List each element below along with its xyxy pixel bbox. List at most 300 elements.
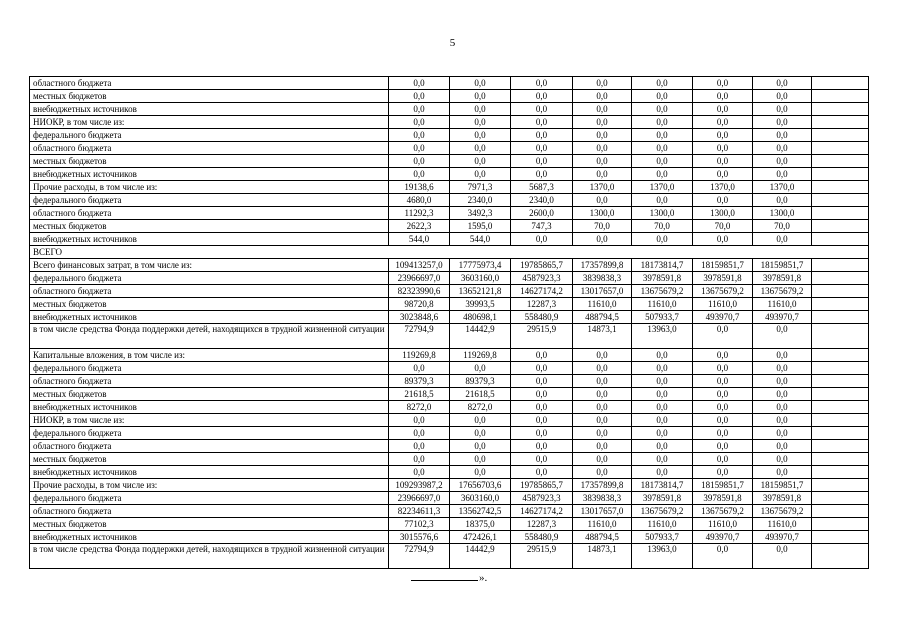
row-value: 0,0	[511, 362, 573, 375]
row-value: 0,0	[389, 427, 450, 440]
table-row	[30, 129, 869, 142]
row-value: 3978591,8	[693, 272, 753, 285]
row-value: 488794,5	[573, 311, 632, 324]
row-value: 14442,9	[450, 544, 511, 569]
row-value: 0,0	[753, 129, 812, 142]
row-value: 0,0	[632, 375, 693, 388]
row-value: 0,0	[632, 142, 693, 155]
row-label: внебюджетных источников	[30, 531, 389, 544]
row-value: 0,0	[511, 440, 573, 453]
table-row	[30, 427, 869, 440]
empty-cell	[812, 518, 869, 531]
section-title: ВСЕГО	[30, 246, 869, 259]
row-label: местных бюджетов	[30, 298, 389, 311]
row-value: 0,0	[450, 77, 511, 90]
row-value: 89379,3	[450, 375, 511, 388]
row-value: 507933,7	[632, 311, 693, 324]
empty-cell	[812, 220, 869, 233]
page-number: 5	[449, 37, 456, 49]
empty-cell	[812, 505, 869, 518]
row-value: 0,0	[693, 349, 753, 362]
row-label: федерального бюджета	[30, 427, 389, 440]
row-value: 0,0	[511, 388, 573, 401]
row-value: 1300,0	[693, 207, 753, 220]
row-label: местных бюджетов	[30, 220, 389, 233]
row-label: областного бюджета	[30, 142, 389, 155]
row-value: 488794,5	[573, 531, 632, 544]
row-label: Прочие расходы, в том числе из:	[30, 479, 389, 492]
table-row	[30, 388, 869, 401]
table-row	[30, 233, 869, 246]
row-value: 493970,7	[693, 311, 753, 324]
row-value: 0,0	[693, 233, 753, 246]
table-row	[30, 77, 869, 90]
table-row	[30, 453, 869, 466]
row-value: 18159851,7	[753, 259, 812, 272]
row-value: 0,0	[753, 233, 812, 246]
table-row	[30, 466, 869, 479]
row-value: 480698,1	[450, 311, 511, 324]
row-value: 0,0	[753, 388, 812, 401]
row-value: 0,0	[450, 155, 511, 168]
row-value: 17656703,6	[450, 479, 511, 492]
row-value: 14442,9	[450, 324, 511, 349]
table-row	[30, 492, 869, 505]
row-value: 0,0	[450, 466, 511, 479]
row-value: 13675679,2	[632, 505, 693, 518]
row-value: 0,0	[632, 388, 693, 401]
row-value: 8272,0	[389, 401, 450, 414]
row-label: местных бюджетов	[30, 90, 389, 103]
row-value: 13017657,0	[573, 285, 632, 298]
table-row	[30, 246, 869, 259]
row-value: 21618,5	[450, 388, 511, 401]
row-label: внебюджетных источников	[30, 401, 389, 414]
row-value: 2622,3	[389, 220, 450, 233]
row-value: 0,0	[693, 103, 753, 116]
table-row	[30, 194, 869, 207]
row-value: 18159851,7	[693, 259, 753, 272]
row-value: 3492,3	[450, 207, 511, 220]
empty-cell	[812, 233, 869, 246]
row-value: 0,0	[573, 194, 632, 207]
empty-cell	[812, 324, 869, 349]
row-value: 11610,0	[693, 298, 753, 311]
row-value: 0,0	[573, 155, 632, 168]
table-row	[30, 401, 869, 414]
table-row	[30, 220, 869, 233]
row-value: 0,0	[511, 90, 573, 103]
table-row	[30, 207, 869, 220]
empty-cell	[812, 168, 869, 181]
row-value: 2340,0	[511, 194, 573, 207]
row-value: 8272,0	[450, 401, 511, 414]
row-value: 0,0	[573, 90, 632, 103]
row-label: внебюджетных источников	[30, 233, 389, 246]
row-value: 0,0	[450, 142, 511, 155]
row-label: областного бюджета	[30, 285, 389, 298]
row-value: 493970,7	[753, 531, 812, 544]
row-value: 0,0	[573, 168, 632, 181]
row-value: 0,0	[389, 90, 450, 103]
row-value: 0,0	[753, 194, 812, 207]
table-row	[30, 259, 869, 272]
table-row	[30, 479, 869, 492]
row-value: 0,0	[450, 168, 511, 181]
row-value: 13963,0	[632, 324, 693, 349]
empty-cell	[812, 349, 869, 362]
row-value: 23966697,0	[389, 492, 450, 505]
row-value: 0,0	[753, 544, 812, 569]
row-value: 0,0	[389, 155, 450, 168]
table-row	[30, 544, 869, 569]
row-value: 0,0	[693, 362, 753, 375]
row-value: 89379,3	[389, 375, 450, 388]
row-value: 493970,7	[753, 311, 812, 324]
row-value: 0,0	[511, 349, 573, 362]
row-label: местных бюджетов	[30, 155, 389, 168]
empty-cell	[812, 492, 869, 505]
row-label: Прочие расходы, в том числе из:	[30, 181, 389, 194]
empty-cell	[812, 272, 869, 285]
row-value: 14627174,2	[511, 285, 573, 298]
row-value: 558480,9	[511, 311, 573, 324]
row-value: 0,0	[693, 77, 753, 90]
row-value: 0,0	[753, 466, 812, 479]
empty-cell	[812, 375, 869, 388]
row-value: 3978591,8	[632, 272, 693, 285]
empty-cell	[812, 388, 869, 401]
row-value: 1370,0	[632, 181, 693, 194]
row-value: 0,0	[511, 466, 573, 479]
row-value: 19785865,7	[511, 259, 573, 272]
empty-cell	[812, 103, 869, 116]
empty-cell	[812, 311, 869, 324]
row-value: 13652121,8	[450, 285, 511, 298]
row-value: 0,0	[573, 362, 632, 375]
row-value: 0,0	[573, 401, 632, 414]
row-value: 0,0	[753, 77, 812, 90]
row-value: 13675679,2	[693, 505, 753, 518]
row-value: 0,0	[511, 116, 573, 129]
row-label: внебюджетных источников	[30, 311, 389, 324]
row-value: 0,0	[632, 362, 693, 375]
row-value: 3978591,8	[632, 492, 693, 505]
row-value: 17357899,8	[573, 259, 632, 272]
row-value: 0,0	[693, 453, 753, 466]
row-value: 14873,1	[573, 544, 632, 569]
row-label: федерального бюджета	[30, 492, 389, 505]
row-value: 13562742,5	[450, 505, 511, 518]
row-value: 0,0	[450, 440, 511, 453]
row-value: 0,0	[450, 427, 511, 440]
row-value: 0,0	[450, 103, 511, 116]
row-value: 0,0	[632, 349, 693, 362]
table-row	[30, 375, 869, 388]
empty-cell	[812, 285, 869, 298]
row-value: 0,0	[753, 116, 812, 129]
row-value: 0,0	[573, 414, 632, 427]
row-value: 0,0	[632, 233, 693, 246]
row-value: 0,0	[693, 466, 753, 479]
row-value: 0,0	[753, 414, 812, 427]
row-value: 0,0	[693, 375, 753, 388]
row-value: 11610,0	[753, 518, 812, 531]
row-value: 1370,0	[753, 181, 812, 194]
row-value: 13017657,0	[573, 505, 632, 518]
row-value: 12287,3	[511, 518, 573, 531]
row-label: в том числе средства Фонда поддержки детей, находящихся в трудной жизненной ситуации	[30, 324, 389, 349]
row-value: 0,0	[753, 103, 812, 116]
signature-underline	[411, 571, 478, 581]
row-value: 0,0	[511, 155, 573, 168]
row-value: 1370,0	[573, 181, 632, 194]
empty-cell	[812, 194, 869, 207]
row-value: 7971,3	[450, 181, 511, 194]
empty-cell	[812, 401, 869, 414]
row-value: 0,0	[511, 414, 573, 427]
row-value: 4587923,3	[511, 492, 573, 505]
row-value: 0,0	[389, 414, 450, 427]
row-value: 0,0	[693, 116, 753, 129]
row-value: 1300,0	[573, 207, 632, 220]
row-label: областного бюджета	[30, 375, 389, 388]
row-value: 3603160,0	[450, 272, 511, 285]
row-value: 0,0	[693, 324, 753, 349]
empty-cell	[812, 479, 869, 492]
row-value: 0,0	[693, 440, 753, 453]
row-value: 0,0	[389, 116, 450, 129]
row-value: 0,0	[753, 324, 812, 349]
row-value: 558480,9	[511, 531, 573, 544]
empty-cell	[812, 362, 869, 375]
row-value: 3839838,3	[573, 492, 632, 505]
row-value: 0,0	[753, 142, 812, 155]
row-value: 0,0	[573, 142, 632, 155]
row-value: 0,0	[632, 194, 693, 207]
row-label: НИОКР, в том числе из:	[30, 414, 389, 427]
row-value: 82323990,6	[389, 285, 450, 298]
row-value: 11610,0	[573, 298, 632, 311]
row-value: 18375,0	[450, 518, 511, 531]
row-value: 507933,7	[632, 531, 693, 544]
row-value: 3978591,8	[693, 492, 753, 505]
row-value: 0,0	[573, 466, 632, 479]
row-value: 0,0	[573, 129, 632, 142]
row-value: 0,0	[511, 233, 573, 246]
empty-cell	[812, 259, 869, 272]
row-value: 4587923,3	[511, 272, 573, 285]
table-row	[30, 168, 869, 181]
row-value: 72794,9	[389, 544, 450, 569]
row-value: 0,0	[573, 103, 632, 116]
empty-cell	[812, 181, 869, 194]
row-value: 19138,6	[389, 181, 450, 194]
row-value: 3023848,6	[389, 311, 450, 324]
row-value: 0,0	[693, 388, 753, 401]
row-value: 0,0	[389, 129, 450, 142]
row-value: 0,0	[693, 194, 753, 207]
table-row	[30, 90, 869, 103]
table-row	[30, 272, 869, 285]
row-value: 29515,9	[511, 544, 573, 569]
row-value: 0,0	[693, 401, 753, 414]
row-value: 29515,9	[511, 324, 573, 349]
row-label: внебюджетных источников	[30, 466, 389, 479]
row-value: 5687,3	[511, 181, 573, 194]
row-value: 0,0	[450, 453, 511, 466]
row-value: 3015576,6	[389, 531, 450, 544]
row-value: 0,0	[511, 129, 573, 142]
row-value: 119269,8	[389, 349, 450, 362]
table-row	[30, 440, 869, 453]
row-value: 0,0	[389, 103, 450, 116]
row-label: областного бюджета	[30, 207, 389, 220]
row-value: 493970,7	[693, 531, 753, 544]
empty-cell	[812, 466, 869, 479]
table-section-all	[30, 246, 869, 259]
row-value: 3603160,0	[450, 492, 511, 505]
row-value: 0,0	[573, 233, 632, 246]
table-row	[30, 181, 869, 194]
row-value: 0,0	[632, 168, 693, 181]
row-value: 72794,9	[389, 324, 450, 349]
row-value: 11610,0	[573, 518, 632, 531]
row-value: 0,0	[753, 168, 812, 181]
row-value: 544,0	[389, 233, 450, 246]
table-row	[30, 103, 869, 116]
row-label: федерального бюджета	[30, 362, 389, 375]
row-value: 82234611,3	[389, 505, 450, 518]
row-value: 0,0	[389, 77, 450, 90]
row-value: 0,0	[450, 116, 511, 129]
table-body-total	[30, 259, 869, 569]
row-value: 13675679,2	[753, 285, 812, 298]
row-label: внебюджетных источников	[30, 103, 389, 116]
row-value: 18159851,7	[693, 479, 753, 492]
table-row	[30, 311, 869, 324]
table-row	[30, 142, 869, 155]
row-value: 4680,0	[389, 194, 450, 207]
row-label: НИОКР, в том числе из:	[30, 116, 389, 129]
empty-cell	[812, 440, 869, 453]
row-label: федерального бюджета	[30, 194, 389, 207]
row-value: 11292,3	[389, 207, 450, 220]
row-value: 472426,1	[450, 531, 511, 544]
row-label: федерального бюджета	[30, 129, 389, 142]
row-label: в том числе средства Фонда поддержки детей, находящихся в трудной жизненной ситуации	[30, 544, 389, 569]
row-value: 0,0	[753, 90, 812, 103]
row-value: 0,0	[753, 427, 812, 440]
row-value: 14627174,2	[511, 505, 573, 518]
row-value: 17357899,8	[573, 479, 632, 492]
row-value: 19785865,7	[511, 479, 573, 492]
row-value: 0,0	[511, 427, 573, 440]
closing-quote: ».	[479, 572, 488, 584]
table-row	[30, 362, 869, 375]
table-row	[30, 324, 869, 349]
row-label: федерального бюджета	[30, 272, 389, 285]
row-value: 0,0	[389, 142, 450, 155]
row-value: 0,0	[753, 440, 812, 453]
row-value: 0,0	[693, 129, 753, 142]
row-value: 544,0	[450, 233, 511, 246]
table-row	[30, 505, 869, 518]
empty-cell	[812, 453, 869, 466]
empty-cell	[812, 142, 869, 155]
row-value: 11610,0	[693, 518, 753, 531]
row-value: 1595,0	[450, 220, 511, 233]
row-value: 0,0	[632, 90, 693, 103]
row-value: 0,0	[632, 440, 693, 453]
row-value: 0,0	[511, 375, 573, 388]
table-row	[30, 298, 869, 311]
row-value: 119269,8	[450, 349, 511, 362]
table-body-top	[30, 77, 869, 246]
empty-cell	[812, 129, 869, 142]
row-value: 13675679,2	[693, 285, 753, 298]
row-value: 0,0	[753, 362, 812, 375]
row-value: 0,0	[693, 168, 753, 181]
empty-cell	[812, 207, 869, 220]
row-value: 0,0	[573, 77, 632, 90]
table-row	[30, 285, 869, 298]
row-value: 0,0	[450, 90, 511, 103]
row-value: 3978591,8	[753, 272, 812, 285]
row-value: 70,0	[573, 220, 632, 233]
row-value: 0,0	[573, 388, 632, 401]
empty-cell	[812, 544, 869, 569]
row-value: 77102,3	[389, 518, 450, 531]
row-value: 0,0	[389, 168, 450, 181]
row-value: 0,0	[632, 427, 693, 440]
row-value: 3839838,3	[573, 272, 632, 285]
row-value: 0,0	[753, 375, 812, 388]
row-value: 0,0	[511, 103, 573, 116]
row-value: 1300,0	[632, 207, 693, 220]
empty-cell	[812, 414, 869, 427]
empty-cell	[812, 427, 869, 440]
row-value: 109293987,2	[389, 479, 450, 492]
table-row	[30, 414, 869, 427]
empty-cell	[812, 531, 869, 544]
row-value: 0,0	[632, 129, 693, 142]
row-value: 0,0	[389, 362, 450, 375]
row-label: Всего финансовых затрат, в том числе из:	[30, 259, 389, 272]
row-value: 70,0	[753, 220, 812, 233]
row-value: 12287,3	[511, 298, 573, 311]
row-value: 0,0	[693, 90, 753, 103]
row-label: местных бюджетов	[30, 453, 389, 466]
row-value: 0,0	[632, 77, 693, 90]
budget-table	[29, 76, 869, 569]
row-value: 70,0	[632, 220, 693, 233]
row-value: 0,0	[389, 466, 450, 479]
row-value: 11610,0	[632, 518, 693, 531]
row-label: областного бюджета	[30, 440, 389, 453]
row-value: 0,0	[632, 453, 693, 466]
row-label: внебюджетных источников	[30, 168, 389, 181]
row-value: 0,0	[693, 414, 753, 427]
row-value: 0,0	[753, 155, 812, 168]
row-value: 1370,0	[693, 181, 753, 194]
row-value: 0,0	[693, 427, 753, 440]
row-value: 747,3	[511, 220, 573, 233]
row-value: 11610,0	[753, 298, 812, 311]
table-row	[30, 518, 869, 531]
row-label: местных бюджетов	[30, 518, 389, 531]
row-value: 13963,0	[632, 544, 693, 569]
